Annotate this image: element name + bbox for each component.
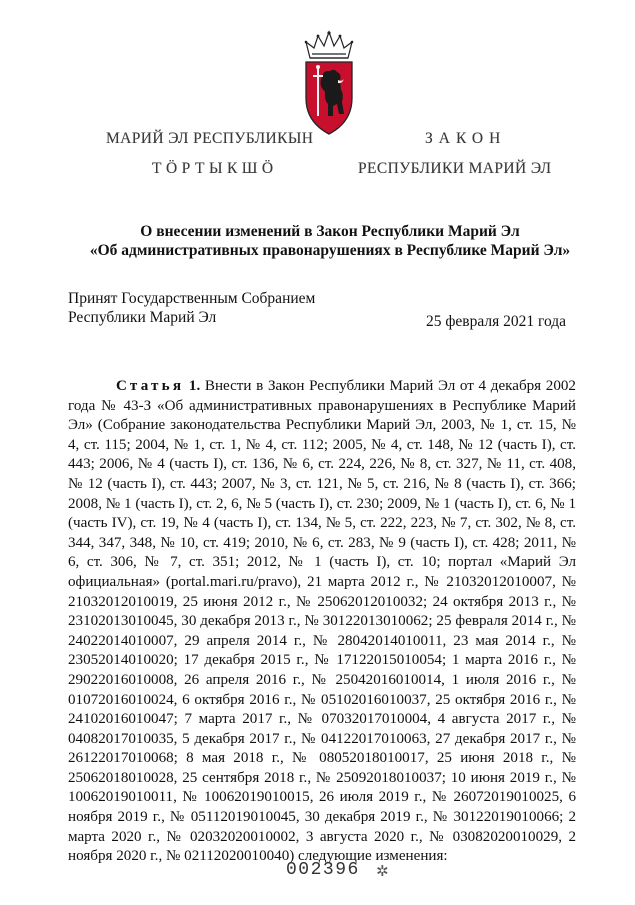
serial-star-mark: ✲ xyxy=(376,862,389,880)
header-right-line1: ЗАКОН xyxy=(425,130,507,147)
header-left-line2: ТӦРТЫКШӦ xyxy=(152,160,278,177)
law-title-line2: «Об административных правонарушениях в Республике Марий Эл» xyxy=(89,242,571,259)
adoption-date: 25 февраля 2021 года xyxy=(426,313,567,330)
document-serial-number: 002396 xyxy=(286,860,360,880)
header-left-line1: МАРИЙ ЭЛ РЕСПУБЛИКЫН xyxy=(106,130,314,147)
adoption-line1: Принят Государственным Собранием xyxy=(68,290,316,307)
coat-of-arms-icon xyxy=(300,30,358,138)
article-1-body xyxy=(68,377,576,867)
adoption-line2: Республики Марий Эл xyxy=(68,309,217,326)
article-number: 1. xyxy=(188,378,201,394)
law-title-line1: О внесении изменений в Закон Республики Марий Эл xyxy=(140,223,520,240)
article-text: Внести в Закон Республики Марий Эл от 4 декабря 2002 года № 43-З «Об административных правонарушениях в Республике Марий Эл» (Собрание законодательства Республики Марий Эл, 2003, № 1, ст. 15, № 4, ст. 115; 2004, № 1, ст. 1, № 4, ст. 112; 2005, № 4, ст. 148, № 12 (часть I), ст. 443; 2006, № 4 (часть I), ст. 136, № 6, ст. 224, 226, № 8, ст. 327, № 11, ст. 408, № 12 (часть I), ст. 443; 2007, № 3, ст. 121, № 5, ст. 216, № 8 (часть I), ст. 366; 2008, № 1 (часть I), ст. 2, 6, № 5 (часть I), ст. 230; 2009, № 1 (часть I), ст. 6, № 1 (часть IV), ст. 19, № 4 (часть I), ст. 134, № 5, ст. 222, 223, № 7, ст. 302, № 8, ст. 344, 347, 348, № 10, ст. 419; 2010, № 6, ст. 283, № 9 (часть I), ст. 428; 2011, № 6, ст. 306, № 7, ст. 351; 2012, № 1 (часть I), ст. 10; портал «Марий Эл официальная» (portal.mari.ru/pravo), 21 марта 2012 г., № 21032012010007, № 21032012010019, 25 июня 2012 г., № 25062012010032; 24 октября 2013 г., № 23102013010045, 30 декабря 2013 г., № 30122013010062; 25 февраля 2014 г., № 24022014010007, 29 апреля 2014 г., № 28042014010011, 23 мая 2014 г., № 23052014010020; 17 декабря 2015 г., № 17122015010054; 1 марта 2016 г., № 29022016010008, 26 апреля 2016 г., № 25042016010014, 1 июля 2016 г., № 01072016010024, 6 октября 2016 г., № 05102016010037, 25 октября 2016 г., № 24102016010047; 7 марта 2017 г., № 07032017010004, 4 августа 2017 г., № 04082017010035, 5 декабря 2017 г., № 04122017010063, 27 декабря 2017 г., № 26122017010068; 8 мая 2018 г., № 08052018010017, 25 июня 2018 г., № 25062018010028, 25 сентября 2018 г., № 25092018010037; 10 июня 2019 г., № 10062019010011, № 10062019010015, 26 июля 2019 г., № 26072019010025, 6 ноября 2019 г., № 05112019010045, 30 декабря 2019 г., № 30122019010066; 2 марта 2020 г., № 02032020010002, 3 августа 2020 г., № 03082020010029, 2 ноября 2020 г., № 02112020010040) следующие изменения: xyxy=(68,378,576,865)
article-label: Статья xyxy=(116,378,185,394)
header-right-line2: РЕСПУБЛИКИ МАРИЙ ЭЛ xyxy=(358,160,552,177)
